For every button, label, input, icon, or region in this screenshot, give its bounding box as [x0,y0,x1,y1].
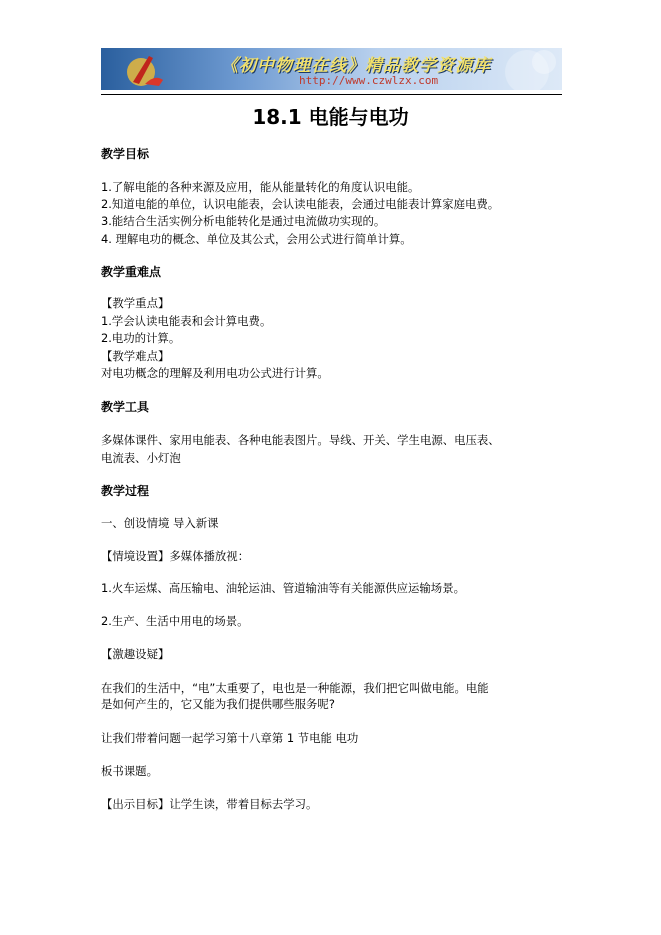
tools-line: 电流表、小灯泡 [101,451,181,465]
difficulty-label: 【教学难点】 [101,349,170,363]
key-label: 【教学重点】 [101,296,170,310]
header-banner [101,48,562,90]
lead-in-text: 让我们带着问题一起学习第十八章第 1 节电能 电功 [101,731,359,745]
question-text: 在我们的生活中，“电”太重要了，电也是一种能源，我们把它叫做电能。电能 [101,681,489,695]
objective-item: 2.知道电能的单位，认识电能表，会认读电能表，会通过电能表计算家庭电费。 [101,197,500,211]
scene-label: 【情境设置】多媒体播放视： [101,549,250,563]
banner-url: http://www.czwlzx.com [299,74,439,87]
scene-item: 2.生产、生活中用电的场景。 [101,614,249,628]
goal-text: 【出示目标】让学生读，带着目标去学习。 [101,797,318,811]
banner-title: 《初中物理在线》精品教学资源库 [221,56,491,76]
section-heading: 一、创设情境 导入新课 [101,516,219,530]
question-label: 【激趣设疑】 [101,647,170,661]
key-points-heading: 教学重难点 [101,265,162,279]
process-heading: 教学过程 [101,484,150,498]
objective-item: 3.能结合生活实例分析电能转化是通过电流做功实现的。 [101,214,386,228]
question-text: 是如何产生的，它又能为我们提供哪些服务呢? [101,697,335,711]
key-item: 2.电功的计算。 [101,331,181,345]
logo-icon [119,50,179,90]
scene-item: 1.火车运煤、高压输电、油轮运油、管道输油等有关能源供应运输场景。 [101,581,465,595]
document-title: 18.1 电能与电功 [252,105,409,129]
board-text: 板书课题。 [101,764,158,778]
objective-item: 1.了解电能的各种来源及应用，能从能量转化的角度认识电能。 [101,180,420,194]
objectives-heading: 教学目标 [101,147,150,161]
banner-decoration [432,48,562,90]
difficulty-text: 对电功概念的理解及利用电功公式进行计算。 [101,366,329,380]
key-item: 1.学会认读电能表和会计算电费。 [101,314,272,328]
tools-line: 多媒体课件、家用电能表、各种电能表图片。导线、开关、学生电源、电压表、 [101,433,500,447]
tools-heading: 教学工具 [101,400,150,414]
header-rule [101,94,562,95]
objective-item: 4. 理解电功的概念、单位及其公式，会用公式进行简单计算。 [101,232,412,246]
